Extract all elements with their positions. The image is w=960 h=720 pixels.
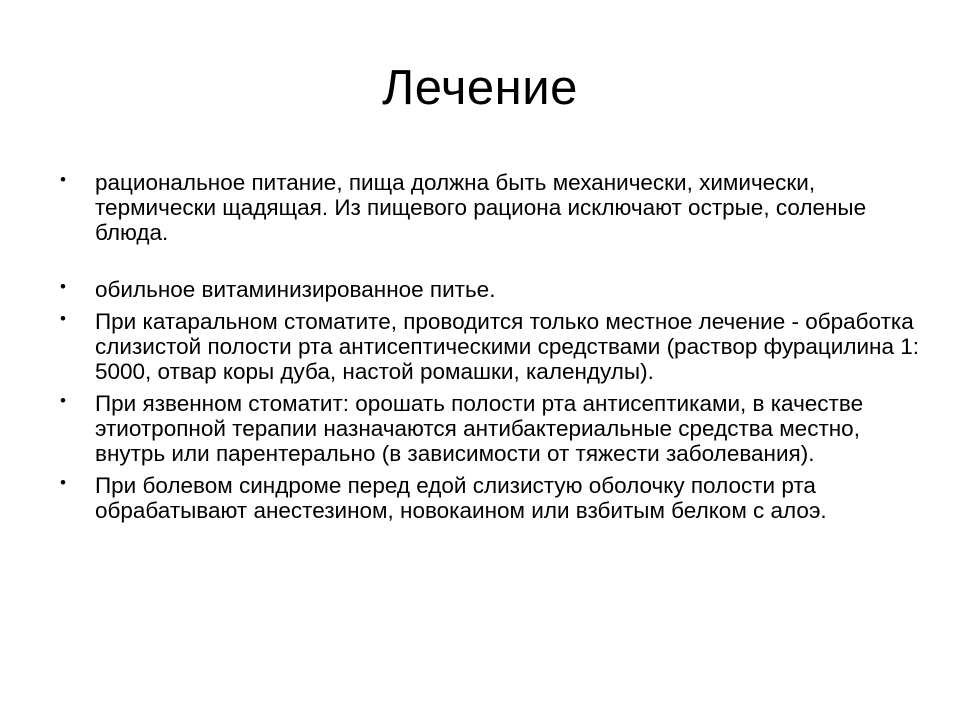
list-item [60, 391, 920, 466]
bullet-icon: • [60, 170, 66, 189]
bullet-icon: • [60, 277, 66, 296]
bullet-icon: • [60, 473, 66, 492]
bullet-icon: • [60, 309, 66, 328]
list-item [60, 473, 920, 523]
list-item [60, 170, 920, 245]
slide-title: Лечение [382, 61, 578, 115]
list-item-text: обильное витаминизированное питье. [95, 277, 496, 302]
bullet-icon: • [60, 391, 66, 410]
list-item [60, 277, 920, 302]
list-item-text: При катаральном стоматите, проводится только местное лечение - обработка слизистой полости рта антисептическими средствами (раствор фурацилина 1: 5000, отвар коры дуба, настой ромашки, календулы). [95, 309, 920, 384]
list-item-text: При язвенном стоматит: орошать полости рта антисептиками, в качестве этиотропной терапии назначаются антибактериальные средства местно, внутрь или парентерально (в зависимости от тяжести заболевания). [95, 391, 864, 466]
bullet-list [60, 170, 920, 530]
list-item [60, 309, 920, 384]
list-item-text: рациональное питание, пища должна быть механически, химически, термически щадящая. Из пищевого рациона исключают острые, соленые блюда. [95, 170, 867, 245]
list-item-text: При болевом синдроме перед едой слизистую оболочку полости рта обрабатывают анестезином, новокаином или взбитым белком с алоэ. [95, 473, 827, 523]
